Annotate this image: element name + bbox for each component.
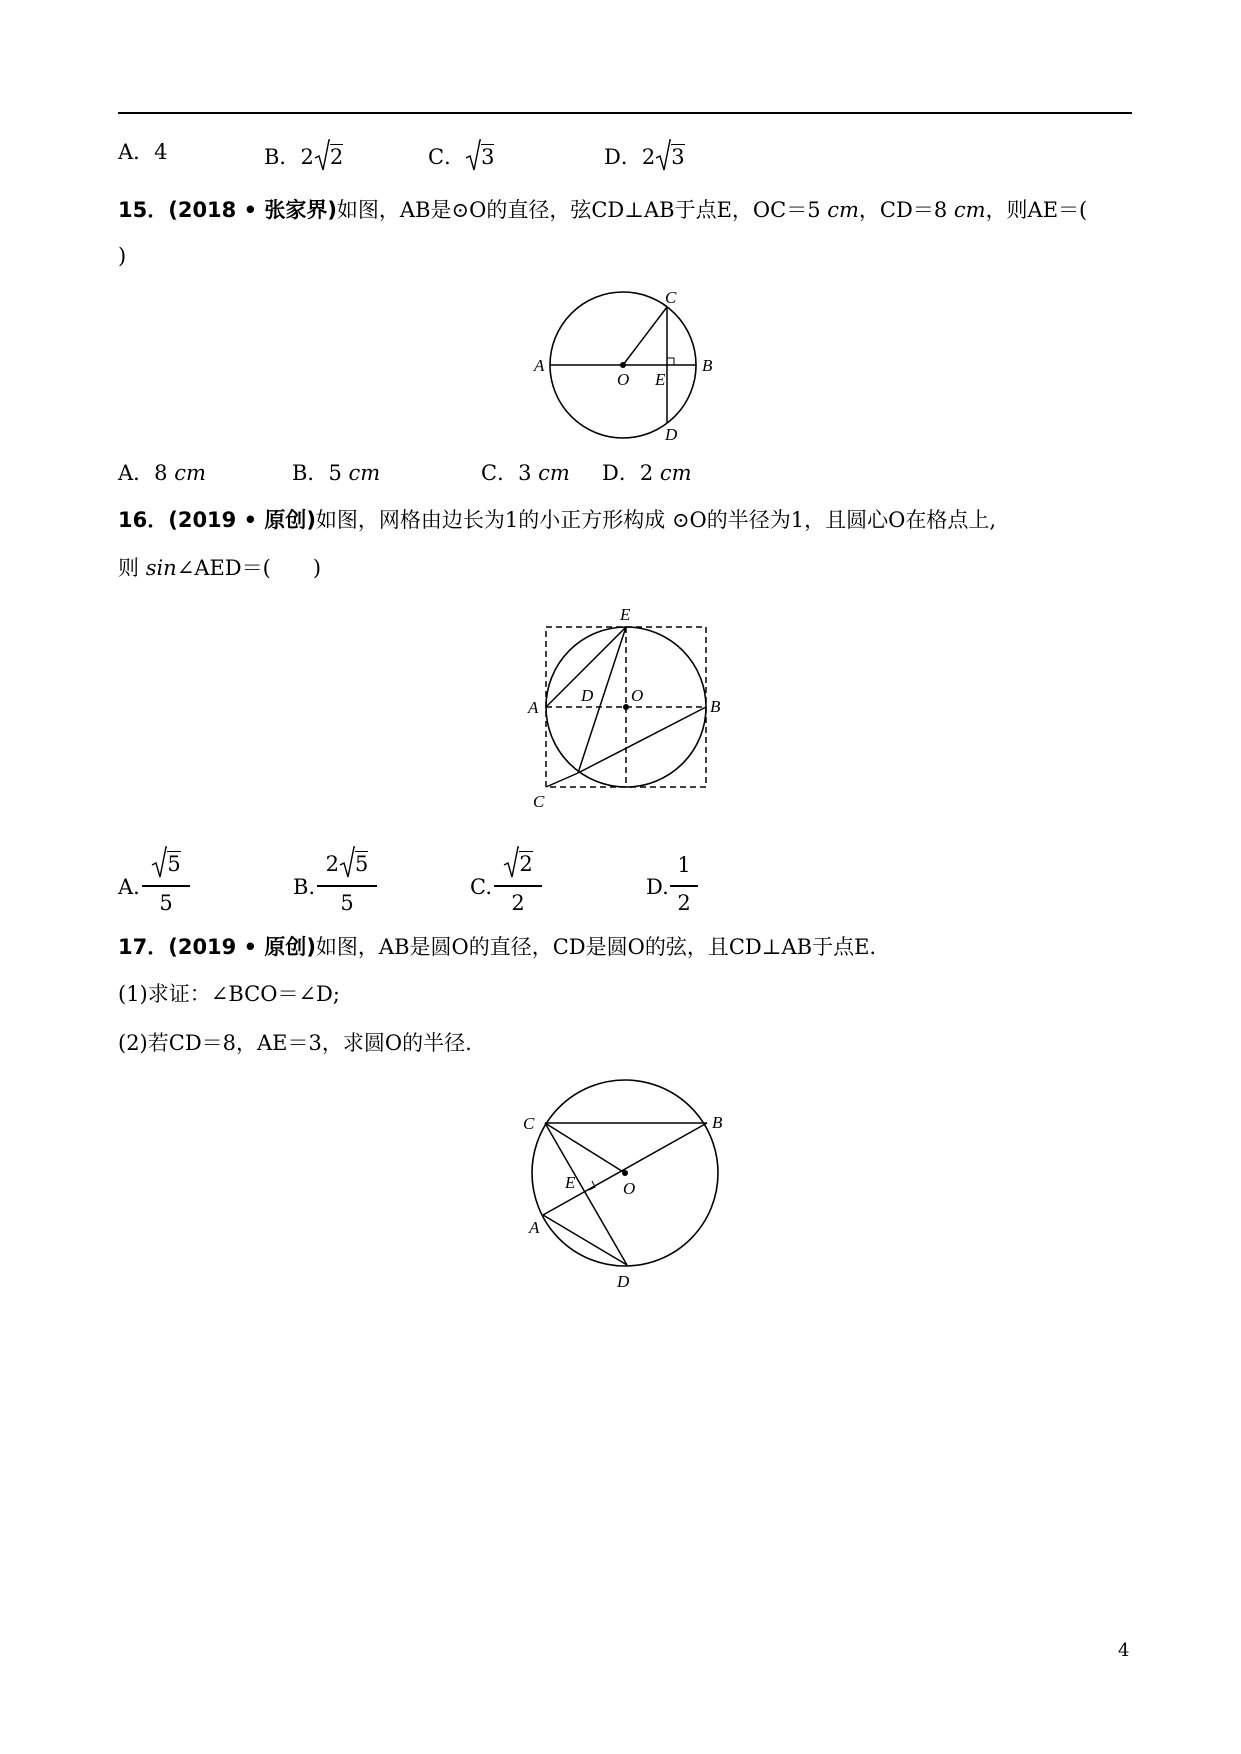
header-rule xyxy=(118,112,1132,114)
q16-stem-line2: 则 sin∠AED＝( ) xyxy=(118,556,322,580)
q15-right-angle-mark xyxy=(667,358,674,365)
q17-label-e: E xyxy=(565,1173,576,1192)
q17-center-dot xyxy=(622,1170,628,1176)
q15-stem: 15．(2018 • 张家界)如图，AB是⊙O的直径，弦CD⊥AB于点E，OC＝5 cm，CD＝8 cm，则AE＝( xyxy=(118,198,1088,222)
q15-figure xyxy=(530,285,730,450)
q16-label-d: D xyxy=(581,686,594,705)
q16-label-o: O xyxy=(631,686,644,705)
q14-option-a: A．4 xyxy=(118,140,168,164)
q15-label-o: O xyxy=(617,370,630,389)
q17-label-a: A xyxy=(529,1218,540,1237)
sqrt-sign-icon xyxy=(503,845,519,879)
q17-part2: (2)若CD＝8，AE＝3，求圆O的半径. xyxy=(118,1031,472,1055)
q14-option-b: B．2 2 xyxy=(264,138,343,172)
q15-label-d: D xyxy=(665,425,678,444)
q17-figure xyxy=(515,1070,735,1295)
q16-label-c: C xyxy=(533,792,545,811)
q17-part1: (1)求证：∠BCO＝∠D; xyxy=(118,982,340,1006)
q16-label-b: B xyxy=(710,697,721,716)
q17-label-o: O xyxy=(623,1179,636,1198)
q15-option-c: C．3 cm xyxy=(481,461,570,485)
sqrt-sign-icon xyxy=(314,138,330,172)
q16-stem: 16．(2019 • 原创)如图，网格由边长为1的小正方形构成 ⊙O的半径为1，且圆心O在格点上, xyxy=(118,508,997,532)
sqrt-sign-icon xyxy=(339,845,355,879)
page-number: 4 xyxy=(1118,1640,1130,1661)
q15-option-a: A．8 cm xyxy=(118,461,206,485)
q15-option-d: D．2 cm xyxy=(602,461,692,485)
q16-label-e: E xyxy=(620,605,631,624)
q15-label-a: A xyxy=(534,356,545,375)
q16-center-dot xyxy=(623,704,629,710)
q17-label-b: B xyxy=(712,1113,723,1132)
q16-segment-c-corner xyxy=(546,773,578,787)
q17-stem: 17．(2019 • 原创)如图，AB是圆O的直径，CD是圆O的弦，且CD⊥AB于点E. xyxy=(118,935,877,959)
sqrt-sign-icon xyxy=(151,845,167,879)
q16-figure xyxy=(525,600,725,815)
q14-option-c: C． 3 xyxy=(428,138,494,172)
q15-radius-oc xyxy=(623,307,667,365)
q17-label-c: C xyxy=(523,1114,535,1133)
sqrt-sign-icon xyxy=(655,138,671,172)
q15-center-dot xyxy=(620,362,626,368)
q15-label-e: E xyxy=(655,370,666,389)
sqrt-sign-icon xyxy=(465,138,481,172)
q14-option-d: D．2 3 xyxy=(604,138,685,172)
q15-label-c: C xyxy=(665,288,677,307)
q17-label-d: D xyxy=(617,1272,630,1291)
q17-chord-cd xyxy=(545,1123,627,1265)
q15-label-b: B xyxy=(702,356,713,375)
q15-option-b: B．5 cm xyxy=(292,461,381,485)
q15-stem-close: ) xyxy=(118,244,127,268)
q16-label-a: A xyxy=(528,698,539,717)
q17-segment-co xyxy=(545,1123,625,1173)
